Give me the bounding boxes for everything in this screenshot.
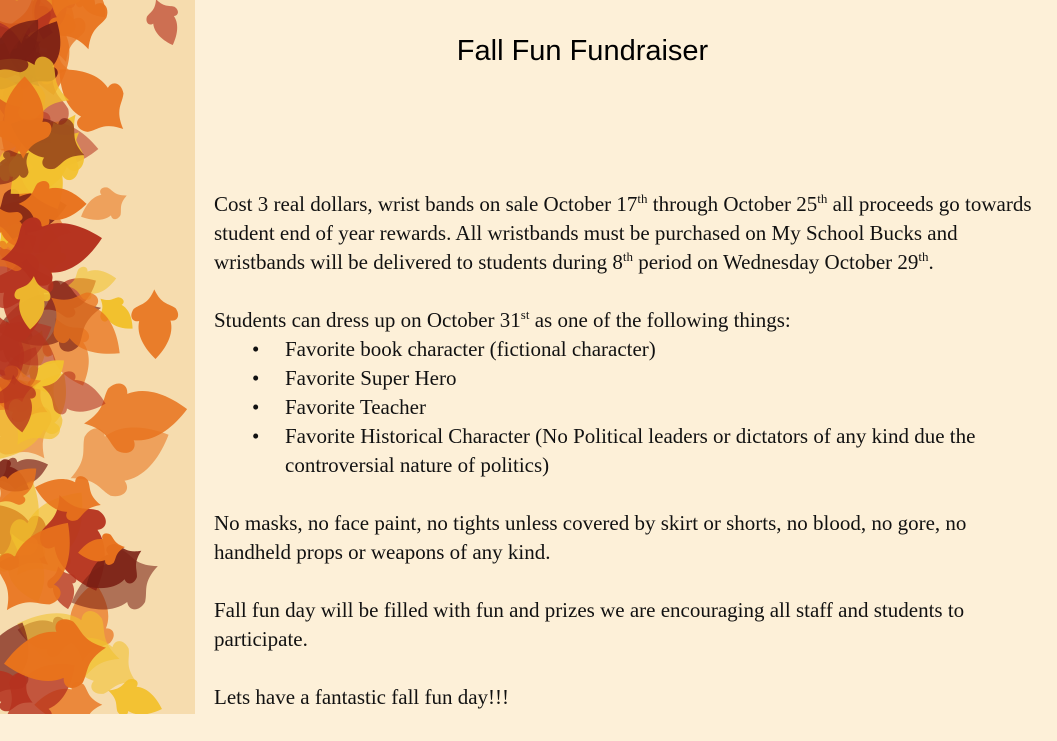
list-item: • Favorite Super Hero [214, 364, 1044, 393]
bullet-icon: • [252, 424, 260, 448]
bullet-icon: • [252, 337, 260, 361]
costume-options-list [214, 335, 1044, 480]
page-title: Fall Fun Fundraiser [456, 35, 709, 67]
bullet-icon: • [252, 395, 260, 419]
dress-up-intro: Students can dress up on October 31st as one of the following things: [214, 307, 791, 332]
list-item: • Favorite book character (fictional character) [214, 335, 1044, 364]
closing-line: Lets have a fantastic fall fun day!!! [214, 685, 510, 709]
bullet-icon: • [252, 366, 260, 390]
autumn-leaves-image [0, 0, 195, 714]
cost-paragraph: Cost 3 real dollars, wrist bands on sale October 17th through October 25th all proceeds go towards student end of year rewards. All wristbands must be purchased on My School Bucks and wristbands will be delivered to students during 8th period on Wednesday October 29th. [214, 191, 1032, 274]
list-item: • Favorite Historical Character (No Political leaders or dictators of any kind due the controversial nature of politics) [252, 424, 976, 477]
list-item: • Favorite Teacher [214, 393, 1044, 422]
document-body [214, 190, 1044, 741]
costume-rules-paragraph: No masks, no face paint, no tights unless covered by skirt or shorts, no blood, no gore, no handheld props or weapons of any kind. [214, 511, 967, 564]
fun-day-paragraph: Fall fun day will be filled with fun and prizes we are encouraging all staff and students to participate. [214, 598, 965, 651]
autumn-leaves-border [0, 0, 195, 714]
